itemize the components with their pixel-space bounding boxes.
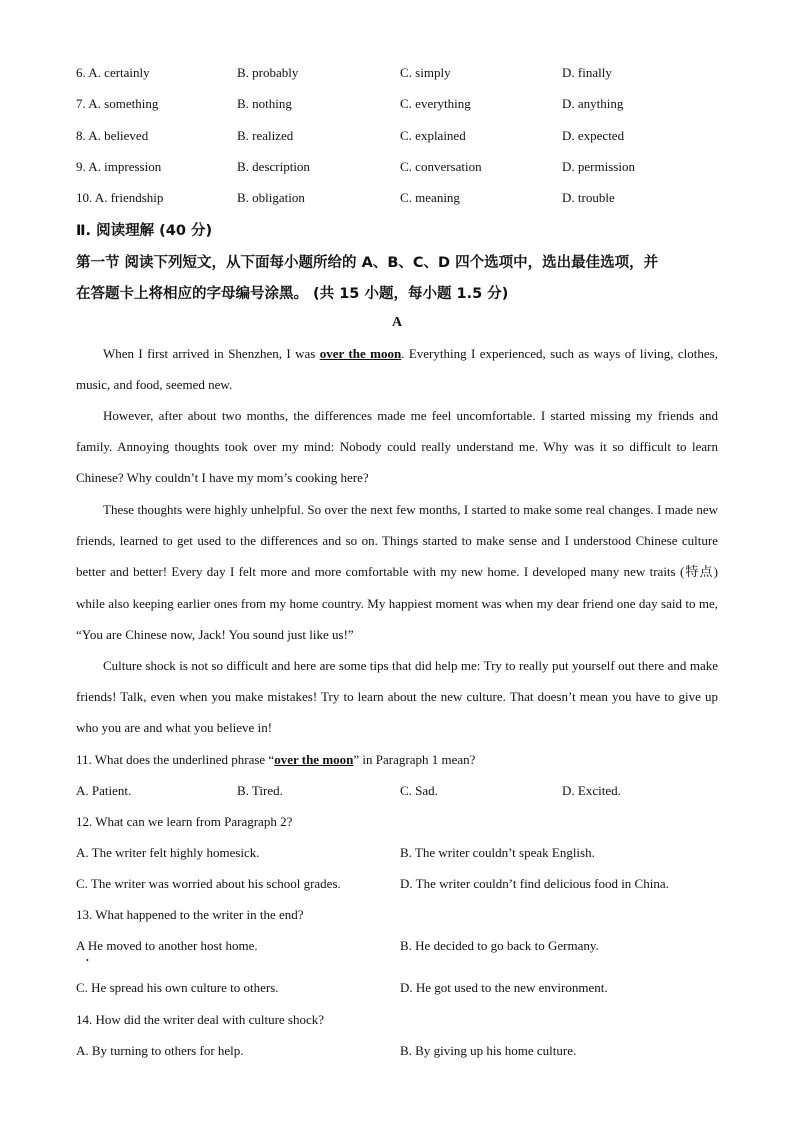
question-13-stem: 13. What happened to the writer in the end? [76,907,304,922]
option-d: D. The writer couldn’t find delicious food in China. [400,876,669,891]
stem-text: ” in Paragraph 1 mean? [353,752,476,767]
option-a: 6. A. certainly [76,65,150,80]
option-d: D. permission [562,159,635,174]
paragraph-text: When I first arrived in Shenzhen, I was [103,346,320,361]
option-d: D. trouble [562,190,615,205]
mc-row-7 [76,96,736,116]
option-a: 7. A. something [76,96,159,111]
mc-row-10 [76,190,736,210]
option-c: C. everything [400,96,471,111]
option-d: D. He got used to the new environment. [400,980,608,995]
option-a: 9. A. impression [76,159,162,174]
option-b: B. By giving up his home culture. [400,1043,577,1058]
option-b: B. The writer couldn’t speak English. [400,845,595,860]
option-c: C. He spread his own culture to others. [76,980,279,995]
option-a: A. By turning to others for help. [76,1043,244,1058]
option-b: B. Tired. [237,783,283,798]
question-12-options-row-2 [76,876,736,896]
option-d: D. anything [562,96,624,111]
question-14-stem: 14. How did the writer deal with culture shock? [76,1012,325,1027]
underlined-phrase: over the moon [319,346,402,361]
section-title: Ⅱ. 阅读理解 (40 分) [76,223,213,239]
option-a: 10. A. friendship [76,190,164,205]
option-a: A. The writer felt highly homesick. [76,845,260,860]
option-b: B. realized [237,128,294,143]
instructions-line-1: 第一节 阅读下列短文，从下面每小题所给的 A、B、C、D 四个选项中，选出最佳选项，并 [76,255,659,271]
option-d: D. Excited. [562,783,621,798]
option-c: C. conversation [400,159,482,174]
option-c: C. The writer was worried about his school grades. [76,876,341,891]
option-c: C. Sad. [400,783,438,798]
option-a: A. Patient. [76,783,132,798]
paragraph-text: . Everything I experienced, such as ways of living, clothes, music, and food, seemed new. [76,346,718,393]
option-d: D. finally [562,65,612,80]
question-13-options-row-1 [76,938,736,958]
option-c: C. simply [400,65,451,80]
question-14-options-row-1 [76,1043,736,1063]
option-b: B. He decided to go back to Germany. [400,938,599,953]
question-11-options [76,783,736,803]
passage-paragraph-3: These thoughts were highly unhelpful. So over the next few months, I started to make some real changes. I made new friends, learned to get used to the differences and so on. Things started to make sense and I understood Chinese culture better and better! Every day I felt more and more comfortable with my new home. I developed many new traits (特点) while also keeping earlier ones from my home country. My happiest moment was when my dear friend one day said to me, “You are Chinese now, Jack! You sound just like us!” [76,502,718,642]
question-12-stem: 12. What can we learn from Paragraph 2? [76,814,293,829]
passage-paragraph-1 [76,338,718,400]
option-a: A He moved to another host home. [76,938,258,953]
option-b: B. description [237,159,310,174]
option-b: B. obligation [237,190,305,205]
question-12-options-row-1 [76,845,736,865]
option-c: C. meaning [400,190,460,205]
mc-row-6 [76,65,736,85]
passage-paragraph-4: Culture shock is not so difficult and here are some tips that did help me: Try to really put yourself out there and make friends! Talk, even when you make mistakes! Try to learn about the new culture. That doesn’t mean you have to give up who you are and what you believe in! [76,658,718,736]
option-c: C. explained [400,128,466,143]
option-b: B. probably [237,65,299,80]
stray-dot-mark: • [86,956,89,965]
question-11-stem [76,752,475,768]
option-a: 8. A. believed [76,128,149,143]
passage-paragraph-2: However, after about two months, the differences made me feel uncomfortable. I started missing my friends and family. Annoying thoughts took over my mind: Nobody could really understand me. Why was it so difficult to learn Chinese? Why couldn’t I have my mom’s cooking here? [76,408,718,486]
mc-row-8 [76,128,736,148]
option-d: D. expected [562,128,625,143]
instructions-line-2: 在答题卡上将相应的字母编号涂黑。 (共 15 小题，每小题 1.5 分) [76,286,509,302]
question-13-options-row-2 [76,980,736,1000]
mc-row-9 [76,159,736,179]
passage-label: A [391,315,403,330]
option-b: B. nothing [237,96,292,111]
underlined-phrase: over the moon [274,752,354,767]
stem-text: 11. What does the underlined phrase “ [76,752,275,767]
